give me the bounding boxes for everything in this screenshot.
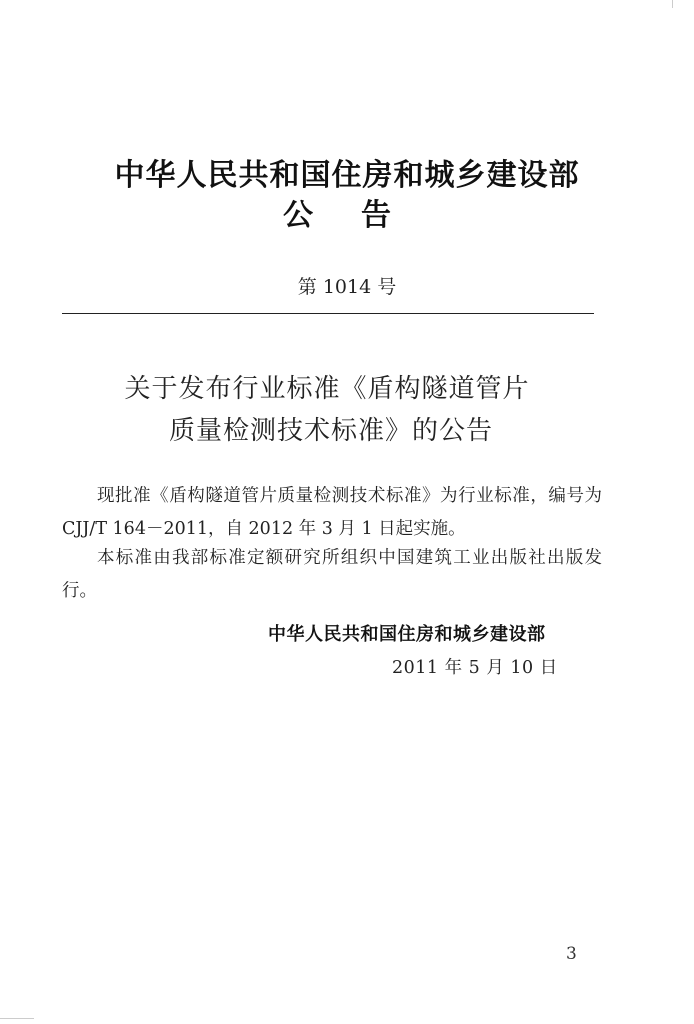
signature: 中华人民共和国住房和城乡建设部 <box>268 624 546 645</box>
notice-title: 公告 <box>283 198 439 233</box>
headline-line-1: 关于发布行业标准《盾构隧道管片 <box>124 374 530 404</box>
issue-number: 第 1014 号 <box>297 276 397 298</box>
crop-mark <box>0 1018 34 1019</box>
page-number: 3 <box>566 944 577 964</box>
headline-line-2: 质量检测技术标准》的公告 <box>168 416 493 446</box>
body-paragraph-1: 现批准《盾构隧道管片质量检测技术标准》为行业标准，编号为 CJJ/T 164－2011，自 2012 年 3 月 1 日起实施。 <box>62 486 602 539</box>
issue-date: 2011 年 5 月 10 日 <box>392 658 558 678</box>
body-paragraph-2: 本标准由我部标准定额研究所组织中国建筑工业出版社出版发行。 <box>62 548 602 601</box>
ministry-name: 中华人民共和国住房和城乡建设部 <box>114 158 580 193</box>
crop-mark <box>672 0 673 8</box>
divider-rule <box>62 313 594 314</box>
